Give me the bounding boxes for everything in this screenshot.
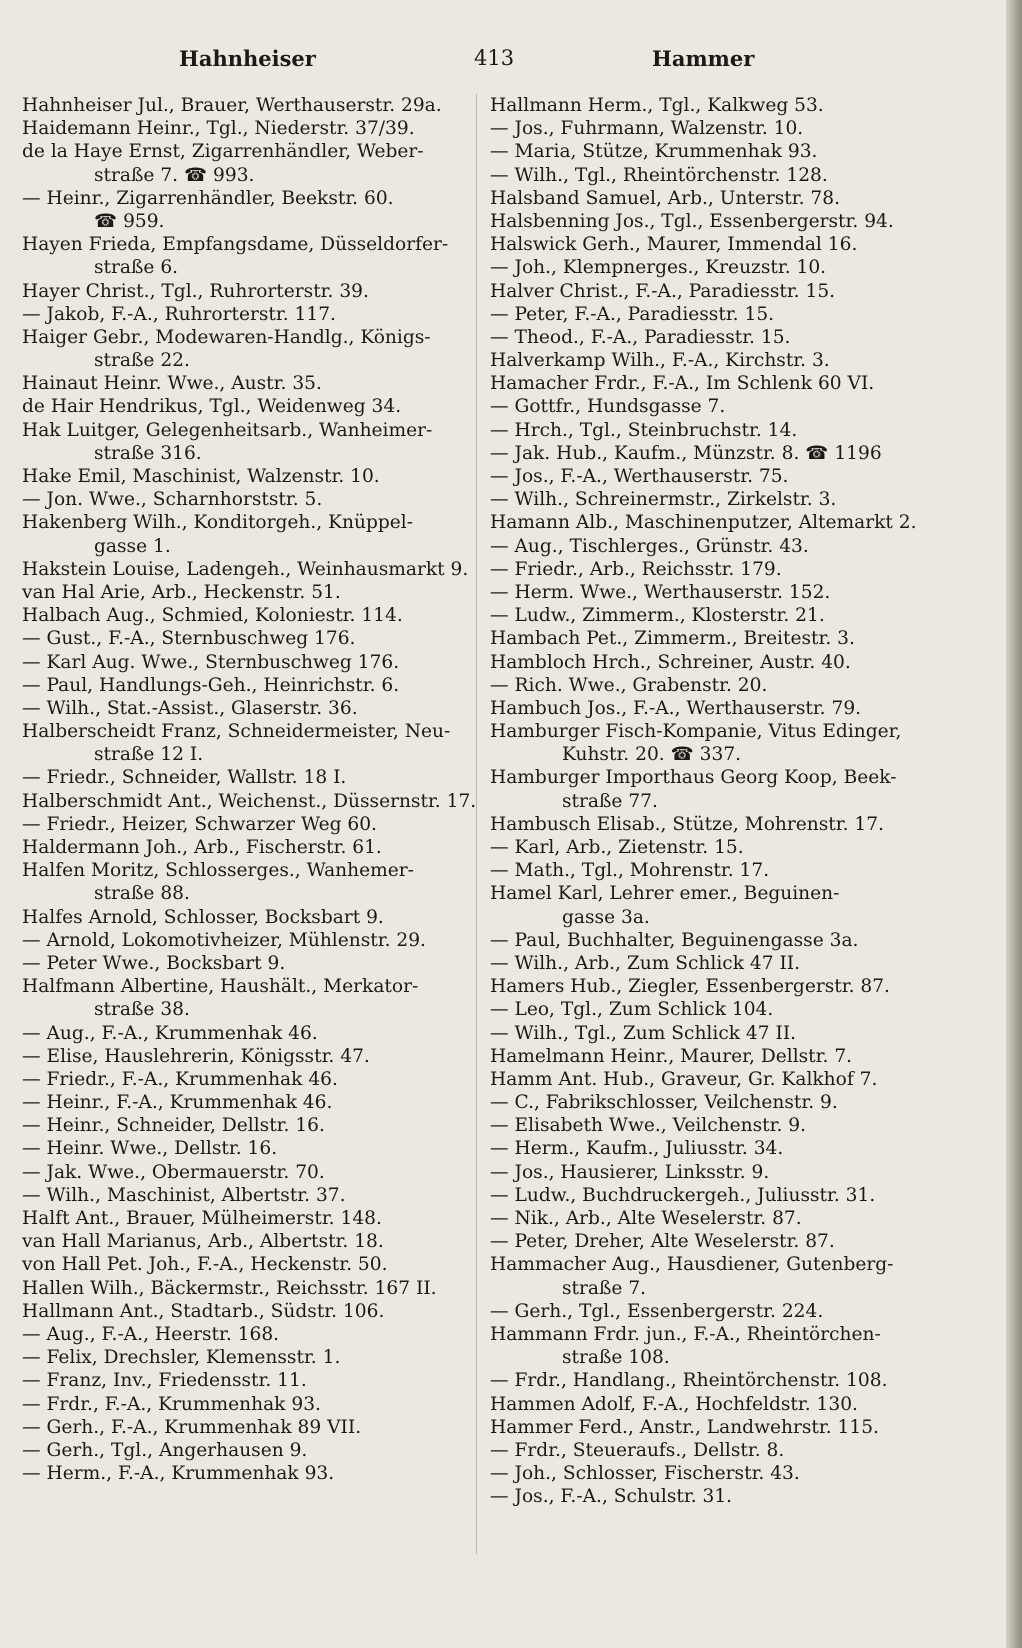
- directory-subentry: — Gottfr., Hundsgasse 7.: [490, 396, 726, 418]
- directory-subentry: — Karl, Arb., Zietenstr. 15.: [490, 837, 744, 858]
- directory-entry: Hallmann Herm., Tgl., Kalkweg 53.: [490, 95, 824, 116]
- directory-subentry: — Gerh., Tgl., Angerhausen 9.: [22, 1439, 308, 1461]
- directory-entry: Hammacher Aug., Hausdiener, Gutenberg-: [490, 1254, 894, 1276]
- directory-entry: Haldermann Joh., Arb., Fischerstr. 61.: [22, 837, 382, 858]
- directory-subentry: — Gerh., F.-A., Krummenhak 89 VII.: [22, 1416, 362, 1438]
- directory-entry-continuation: straße 108.: [562, 1347, 670, 1369]
- left-column: [22, 94, 477, 1485]
- directory-subentry: — Aug., Tischlerges., Grünstr. 43.: [490, 535, 809, 557]
- directory-entry: Haidemann Heinr., Tgl., Niederstr. 37/39.: [22, 118, 415, 140]
- directory-entry: Halsband Samuel, Arb., Unterstr. 78.: [490, 187, 840, 209]
- directory-subentry: — Wilh., Arb., Zum Schlick 47 II.: [490, 952, 801, 974]
- directory-subentry: — Frdr., Handlang., Rheintörchenstr. 108.: [490, 1370, 888, 1392]
- directory-subentry: — Friedr., Heizer, Schwarzer Weg 60.: [22, 813, 377, 835]
- directory-subentry: — Elisabeth Wwe., Veilchenstr. 9.: [490, 1115, 807, 1137]
- directory-subentry: — Friedr., Arb., Reichsstr. 179.: [490, 558, 782, 580]
- directory-subentry: — Herm. Wwe., Werthauserstr. 152.: [490, 581, 831, 603]
- directory-entry: Hambuch Jos., F.-A., Werthauserstr. 79.: [490, 697, 862, 719]
- directory-subentry: — Jos., Fuhrmann, Walzenstr. 10.: [490, 118, 804, 140]
- directory-entry: de Hair Hendrikus, Tgl., Weidenweg 34.: [22, 396, 402, 418]
- right-column: [490, 94, 936, 1508]
- directory-subentry: — Paul, Buchhalter, Beguinengasse 3a.: [490, 929, 859, 951]
- directory-subentry: — Maria, Stütze, Krummenhak 93.: [490, 141, 818, 163]
- directory-subentry: — Heinr. Wwe., Dellstr. 16.: [22, 1138, 278, 1160]
- directory-subentry: — Jos., Hausierer, Linksstr. 9.: [490, 1161, 770, 1183]
- directory-subentry: — Ludw., Zimmerm., Klosterstr. 21.: [490, 605, 825, 627]
- directory-subentry: — Joh., Klempnerges., Kreuzstr. 10.: [490, 257, 827, 279]
- directory-subentry: — Paul, Handlungs-Geh., Heinrichstr. 6.: [22, 674, 400, 696]
- directory-entry-continuation: gasse 1.: [94, 535, 171, 557]
- directory-subentry: — Felix, Drechsler, Klemensstr. 1.: [22, 1347, 341, 1369]
- directory-subentry: — Leo, Tgl., Zum Schlick 104.: [490, 999, 774, 1021]
- directory-subentry: — Heinr., Zigarrenhändler, Beekstr. 60.: [22, 187, 394, 209]
- directory-entry: Halsbenning Jos., Tgl., Essenbergerstr. 94.: [490, 210, 894, 232]
- page-number: 413: [474, 46, 515, 70]
- header-left-keyword: Hahnheiser: [179, 46, 316, 71]
- directory-entry-continuation: straße 12 I.: [94, 744, 204, 766]
- directory-entry: Halverkamp Wilh., F.-A., Kirchstr. 3.: [490, 350, 830, 372]
- directory-subentry: — Wilh., Schreinermstr., Zirkelstr. 3.: [490, 489, 837, 511]
- directory-subentry: — Arnold, Lokomotivheizer, Mühlenstr. 29.: [22, 929, 426, 951]
- directory-entry-continuation: straße 7. ☎ 993.: [94, 164, 255, 186]
- directory-entry: de la Haye Ernst, Zigarrenhändler, Weber-: [22, 141, 424, 163]
- directory-entry-continuation: straße 22.: [94, 350, 190, 372]
- directory-subentry: — C., Fabrikschlosser, Veilchenstr. 9.: [490, 1092, 838, 1114]
- directory-subentry: — Herm., F.-A., Krummenhak 93.: [22, 1463, 335, 1485]
- directory-entry: Hakenberg Wilh., Konditorgeh., Knüppel-: [22, 512, 413, 534]
- directory-entry: Halberschmidt Ant., Weichenst., Düssernstr. 17.: [22, 790, 477, 812]
- directory-entry: Hayen Frieda, Empfangsdame, Düsseldorfer-: [22, 234, 449, 256]
- directory-subentry: — Jak. Hub., Kaufm., Münzstr. 8. ☎ 1196: [490, 442, 882, 464]
- directory-entry: Hallmann Ant., Stadtarb., Südstr. 106.: [22, 1300, 385, 1322]
- directory-subentry: — Elise, Hauslehrerin, Königsstr. 47.: [22, 1045, 370, 1067]
- directory-entry-continuation: ☎ 959.: [94, 210, 165, 232]
- directory-entry: Hamm Ant. Hub., Graveur, Gr. Kalkhof 7.: [490, 1068, 878, 1090]
- directory-entry: van Hall Marianus, Arb., Albertstr. 18.: [22, 1231, 384, 1253]
- directory-entry: Hamburger Fisch-Kompanie, Vitus Edinger,: [490, 721, 902, 743]
- directory-entry: von Hall Pet. Joh., F.-A., Heckenstr. 50.: [22, 1254, 388, 1276]
- directory-entry-continuation: straße 7.: [562, 1277, 647, 1299]
- directory-subentry: — Friedr., Schneider, Wallstr. 18 I.: [22, 767, 347, 789]
- directory-entry-continuation: Kuhstr. 20. ☎ 337.: [562, 744, 742, 766]
- directory-entry: Halfmann Albertine, Haushält., Merkator-: [22, 976, 419, 998]
- directory-entry: Hake Emil, Maschinist, Walzenstr. 10.: [22, 466, 380, 487]
- directory-entry-continuation: straße 6.: [94, 257, 179, 279]
- directory-entry: Hamann Alb., Maschinenputzer, Altemarkt 2.: [490, 512, 917, 534]
- directory-subentry: — Ludw., Buchdruckergeh., Juliusstr. 31.: [490, 1184, 876, 1206]
- directory-subentry: — Aug., F.-A., Krummenhak 46.: [22, 1022, 318, 1044]
- directory-entry: Hamel Karl, Lehrer emer., Beguinen-: [490, 883, 840, 905]
- directory-entry: Halfes Arnold, Schlosser, Bocksbart 9.: [22, 906, 384, 928]
- header-right-keyword: Hammer: [652, 46, 755, 71]
- directory-entry: Halft Ant., Brauer, Mülheimerstr. 148.: [22, 1208, 382, 1229]
- directory-subentry: — Gerh., Tgl., Essenbergerstr. 224.: [490, 1300, 824, 1322]
- directory-subentry: — Frdr., F.-A., Krummenhak 93.: [22, 1393, 321, 1415]
- directory-entry: Hamers Hub., Ziegler, Essenbergerstr. 87.: [490, 976, 890, 998]
- directory-subentry: — Herm., Kaufm., Juliusstr. 34.: [490, 1138, 784, 1160]
- directory-entry: Halver Christ., F.-A., Paradiesstr. 15.: [490, 280, 836, 302]
- column-divider: [476, 94, 477, 1554]
- directory-entry-continuation: straße 316.: [94, 442, 202, 464]
- directory-entry: Hamelmann Heinr., Maurer, Dellstr. 7.: [490, 1045, 853, 1067]
- directory-entry: Hambloch Hrch., Schreiner, Austr. 40.: [490, 651, 851, 673]
- directory-entry: Hambusch Elisab., Stütze, Mohrenstr. 17.: [490, 813, 884, 835]
- directory-entry-continuation: gasse 3a.: [562, 906, 650, 928]
- directory-entry: Hammer Ferd., Anstr., Landwehrstr. 115.: [490, 1416, 879, 1438]
- directory-entry: Hahnheiser Jul., Brauer, Werthauserstr. 29a.: [22, 95, 442, 116]
- directory-entry-continuation: straße 88.: [94, 883, 190, 905]
- directory-subentry: — Wilh., Tgl., Rheintörchenstr. 128.: [490, 164, 828, 186]
- directory-subentry: — Jak. Wwe., Obermauerstr. 70.: [22, 1161, 325, 1183]
- directory-entry: Hayer Christ., Tgl., Ruhrorterstr. 39.: [22, 280, 369, 302]
- directory-subentry: — Joh., Schlosser, Fischerstr. 43.: [490, 1463, 800, 1485]
- directory-entry: Hainaut Heinr. Wwe., Austr. 35.: [22, 373, 322, 395]
- directory-subentry: — Peter, F.-A., Paradiesstr. 15.: [490, 303, 775, 325]
- page-edge-shadow: [1006, 0, 1022, 1648]
- directory-subentry: — Karl Aug. Wwe., Sternbuschweg 176.: [22, 651, 400, 673]
- page-header: [24, 46, 982, 80]
- directory-subentry: — Peter Wwe., Bocksbart 9.: [22, 952, 286, 974]
- directory-subentry: — Nik., Arb., Alte Weselerstr. 87.: [490, 1208, 802, 1229]
- directory-subentry: — Gust., F.-A., Sternbuschweg 176.: [22, 628, 356, 650]
- directory-entry-continuation: straße 77.: [562, 790, 658, 812]
- directory-subentry: — Friedr., F.-A., Krummenhak 46.: [22, 1068, 338, 1090]
- directory-subentry: — Jos., F.-A., Schulstr. 31.: [490, 1486, 733, 1508]
- directory-subentry: — Math., Tgl., Mohrenstr. 17.: [490, 860, 770, 882]
- directory-subentry: — Heinr., Schneider, Dellstr. 16.: [22, 1115, 325, 1137]
- directory-subentry: — Jos., F.-A., Werthauserstr. 75.: [490, 466, 789, 487]
- directory-subentry: — Theod., F.-A., Paradiesstr. 15.: [490, 326, 791, 348]
- directory-entry: Hallen Wilh., Bäckermstr., Reichsstr. 167 II.: [22, 1277, 437, 1299]
- directory-entry: van Hal Arie, Arb., Heckenstr. 51.: [22, 581, 341, 603]
- directory-subentry: — Aug., F.-A., Heerstr. 168.: [22, 1323, 280, 1345]
- directory-entry: Hakstein Louise, Ladengeh., Weinhausmarkt 9.: [22, 558, 469, 580]
- directory-subentry: — Hrch., Tgl., Steinbruchstr. 14.: [490, 419, 798, 441]
- directory-subentry: — Wilh., Maschinist, Albertstr. 37.: [22, 1184, 346, 1206]
- directory-entry: Hak Luitger, Gelegenheitsarb., Wanheimer-: [22, 419, 433, 441]
- directory-subentry: — Wilh., Stat.-Assist., Glaserstr. 36.: [22, 697, 358, 719]
- directory-subentry: — Jon. Wwe., Scharnhorststr. 5.: [22, 489, 323, 511]
- directory-entry-continuation: straße 38.: [94, 999, 190, 1021]
- directory-entry: Halswick Gerh., Maurer, Immendal 16.: [490, 234, 858, 256]
- directory-entry: Haiger Gebr., Modewaren-Handlg., Königs-: [22, 326, 431, 348]
- directory-subentry: — Jakob, F.-A., Ruhrorterstr. 117.: [22, 303, 336, 325]
- directory-subentry: — Wilh., Tgl., Zum Schlick 47 II.: [490, 1022, 797, 1044]
- directory-entry: Halfen Moritz, Schlosserges., Wanhemer-: [22, 860, 414, 882]
- directory-entry: Halbach Aug., Schmied, Koloniestr. 114.: [22, 605, 403, 627]
- directory-subentry: — Heinr., F.-A., Krummenhak 46.: [22, 1092, 333, 1114]
- directory-entry: Halberscheidt Franz, Schneidermeister, Neu-: [22, 721, 451, 743]
- directory-entry: Hammen Adolf, F.-A., Hochfeldstr. 130.: [490, 1393, 858, 1415]
- directory-entry: Hambach Pet., Zimmerm., Breitestr. 3.: [490, 628, 855, 650]
- directory-subentry: — Peter, Dreher, Alte Weselerstr. 87.: [490, 1231, 835, 1253]
- directory-entry: Hammann Frdr. jun., F.-A., Rheintörchen-: [490, 1323, 881, 1345]
- directory-subentry: — Frdr., Steueraufs., Dellstr. 8.: [490, 1439, 785, 1461]
- directory-subentry: — Franz, Inv., Friedensstr. 11.: [22, 1370, 307, 1392]
- directory-entry: Hamacher Frdr., F.-A., Im Schlenk 60 VI.: [490, 373, 875, 395]
- directory-entry: Hamburger Importhaus Georg Koop, Beek-: [490, 767, 897, 789]
- directory-subentry: — Rich. Wwe., Grabenstr. 20.: [490, 674, 768, 696]
